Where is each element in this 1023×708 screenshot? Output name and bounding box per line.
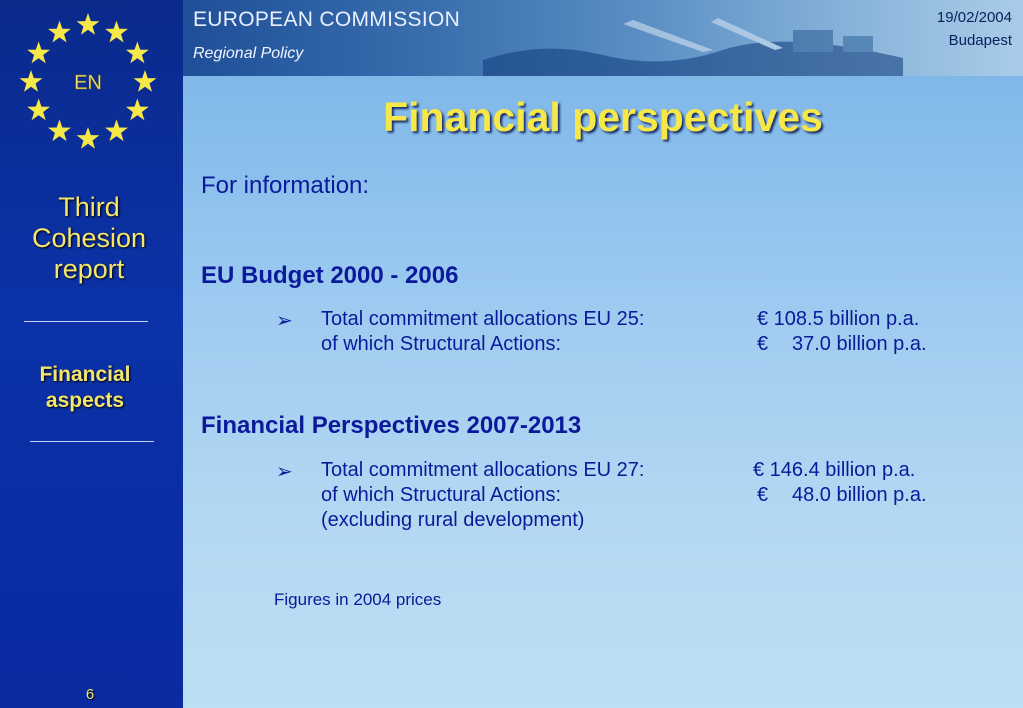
exclusion-note: (excluding rural development): [321, 509, 585, 531]
bullet-arrow-icon: ➢: [276, 310, 293, 332]
section-label-line: Financial: [39, 363, 131, 386]
structural-value: 37.0 billion p.a.: [792, 333, 927, 355]
star-icon: [77, 127, 100, 149]
allocation-label: Total commitment allocations EU 27:: [321, 459, 645, 481]
section-label: [0, 362, 170, 414]
currency-symbol: €: [757, 333, 769, 355]
eu-flag-icon: [0, 0, 183, 170]
star-icon: [105, 21, 128, 43]
star-icon: [48, 21, 71, 43]
star-icon: [48, 119, 71, 141]
divider: [24, 321, 148, 322]
bullet-arrow-icon: ➢: [276, 461, 293, 483]
currency-symbol: €: [757, 484, 769, 506]
star-icon: [134, 70, 157, 92]
section-heading-budget: EU Budget 2000 - 2006: [201, 262, 459, 289]
structural-label: of which Structural Actions:: [321, 484, 562, 506]
structural-label: of which Structural Actions:: [321, 333, 562, 355]
star-icon: [27, 99, 50, 121]
harbour-image: [483, 0, 903, 76]
sidebar: [0, 0, 183, 708]
organization-name: EUROPEAN COMMISSION: [193, 8, 461, 31]
star-icon: [105, 119, 128, 141]
report-title-line: report: [53, 254, 125, 284]
intro-text: For information:: [201, 172, 370, 199]
report-title-line: Cohesion: [31, 223, 147, 253]
slide-body: [183, 76, 1023, 708]
star-icon: [27, 42, 50, 64]
report-title-line: Third: [58, 192, 120, 222]
star-icon: [126, 99, 149, 121]
report-title: [0, 192, 178, 285]
department-name: Regional Policy: [193, 45, 304, 62]
star-icon: [20, 70, 43, 92]
date-location: [937, 6, 1012, 52]
page-number: 6: [85, 686, 95, 703]
star-icon: [126, 42, 149, 64]
footnote: Figures in 2004 prices: [274, 590, 442, 609]
language-label: EN: [74, 72, 102, 94]
allocation-value: € 146.4 billion p.a.: [753, 459, 916, 481]
divider: [30, 441, 154, 442]
presentation-date: 19/02/2004: [936, 9, 1012, 26]
presentation-location: Budapest: [948, 32, 1012, 49]
header-banner: [183, 0, 1023, 76]
section-label-line: aspects: [45, 389, 125, 412]
allocation-value: € 108.5 billion p.a.: [757, 308, 920, 330]
slide-title: Financial perspectives: [383, 94, 823, 140]
star-icon: [77, 13, 100, 35]
allocation-label: Total commitment allocations EU 25:: [321, 308, 645, 330]
structural-value: 48.0 billion p.a.: [792, 484, 927, 506]
section-heading-perspectives: Financial Perspectives 2007-2013: [201, 412, 582, 439]
